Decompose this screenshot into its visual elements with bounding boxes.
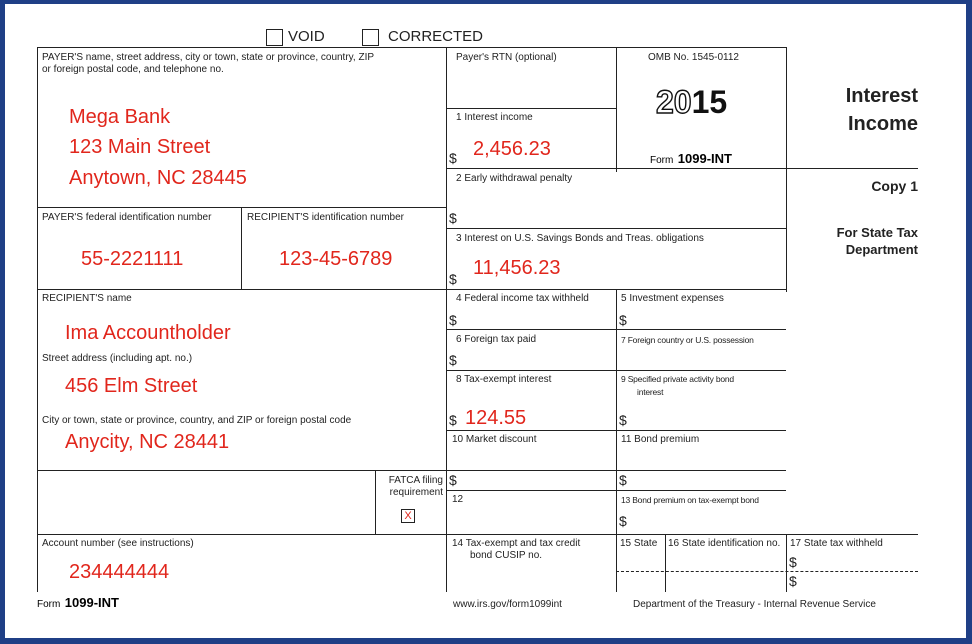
grid-h2 bbox=[446, 168, 786, 169]
form-1099-int bbox=[5, 4, 966, 638]
payer-tin-value: 55-2221111 bbox=[81, 248, 184, 270]
grid-col2a bbox=[616, 47, 617, 172]
tax-year-bold: 15 bbox=[691, 84, 728, 120]
box17-label: 17 State tax withheld bbox=[790, 538, 883, 549]
corrected-checkbox[interactable] bbox=[362, 29, 379, 46]
box13-dollar: $ bbox=[619, 513, 627, 529]
form-title-line1: Interest bbox=[845, 85, 918, 107]
recipient-street-label: Street address (including apt. no.) bbox=[42, 353, 193, 364]
fatca-label-2: requirement bbox=[389, 487, 443, 498]
footer-url: www.irs.gov/form1099int bbox=[453, 599, 562, 610]
box9-dollar: $ bbox=[619, 412, 627, 428]
footer-form-word: Form bbox=[37, 599, 61, 610]
grid-h7 bbox=[446, 370, 786, 371]
omb-label: OMB No. 1545-0112 bbox=[648, 52, 739, 63]
recipient-tin-label: RECIPIENT'S identification number bbox=[247, 212, 404, 223]
copy-desc-1: For State Tax bbox=[836, 225, 918, 240]
box3-value: 11,456.23 bbox=[473, 257, 561, 279]
footer-form-id: 1099-INT bbox=[64, 595, 119, 610]
grid-state-dash bbox=[616, 571, 918, 572]
box8-value: 124.55 bbox=[465, 407, 527, 429]
box14-label-2: bond CUSIP no. bbox=[470, 550, 543, 561]
payer-city: Anytown, NC 28445 bbox=[69, 167, 247, 189]
box6-label: 6 Foreign tax paid bbox=[456, 334, 537, 345]
payer-label-2: or foreign postal code, and telephone no. bbox=[42, 64, 224, 75]
box9-label-2: interest bbox=[637, 387, 664, 397]
box15-label: 15 State bbox=[620, 538, 658, 549]
box10-label: 10 Market discount bbox=[452, 434, 537, 445]
box4-label: 4 Federal income tax withheld bbox=[456, 293, 589, 304]
grid-left bbox=[37, 47, 38, 592]
grid-fatca-div bbox=[375, 470, 376, 534]
account-label: Account number (see instructions) bbox=[42, 538, 194, 549]
grid-h9 bbox=[37, 470, 786, 471]
recipient-city: Anycity, NC 28441 bbox=[65, 431, 230, 453]
box3-dollar: $ bbox=[449, 271, 457, 287]
recipient-street: 456 Elm Street bbox=[65, 375, 198, 397]
grid-h6 bbox=[446, 329, 786, 330]
tax-year bbox=[656, 85, 727, 119]
omb-form-name bbox=[650, 152, 732, 168]
grid-right-a bbox=[786, 47, 787, 292]
box10-dollar: $ bbox=[449, 472, 457, 488]
box8-dollar: $ bbox=[449, 412, 457, 428]
box14-label: 14 Tax-exempt and tax credit bbox=[452, 538, 581, 549]
box2-label: 2 Early withdrawal penalty bbox=[456, 173, 573, 184]
box1-label: 1 Interest income bbox=[456, 112, 533, 123]
box7-label: 7 Foreign country or U.S. possession bbox=[621, 335, 754, 345]
payer-tin-label: PAYER'S federal identification number bbox=[42, 212, 212, 223]
fatca-label bbox=[377, 475, 443, 499]
payer-label: PAYER'S name, street address, city or town, state or province, country, ZIP bbox=[42, 52, 375, 63]
payer-street: 123 Main Street bbox=[69, 136, 211, 158]
fatca-label-1: FATCA filing bbox=[388, 475, 443, 486]
box5-dollar: $ bbox=[619, 312, 627, 328]
grid-h4 bbox=[446, 228, 786, 229]
form-title bbox=[788, 82, 918, 138]
grid-h1 bbox=[446, 108, 616, 109]
recipient-name: Ima Accountholder bbox=[65, 322, 231, 344]
form-title-line2: Income bbox=[847, 113, 918, 135]
grid-tin-div bbox=[241, 207, 242, 289]
box13-label: 13 Bond premium on tax-exempt bond bbox=[621, 495, 759, 505]
box11-label: 11 Bond premium bbox=[621, 434, 700, 445]
grid-h8 bbox=[446, 430, 786, 431]
void-label: VOID bbox=[288, 28, 325, 45]
void-checkbox[interactable] bbox=[266, 29, 283, 46]
tax-year-outline: 20 bbox=[656, 84, 692, 120]
box1-value: 2,456.23 bbox=[473, 138, 551, 160]
account-value: 234444444 bbox=[69, 561, 170, 583]
recipient-name-label: RECIPIENT'S name bbox=[42, 293, 132, 304]
box9-label: 9 Specified private activity bond bbox=[621, 374, 734, 384]
grid-top bbox=[37, 47, 786, 48]
box16-label: 16 State identification no. bbox=[668, 538, 781, 549]
copy-description bbox=[788, 224, 918, 258]
grid-h10 bbox=[446, 490, 786, 491]
grid-col16 bbox=[665, 534, 666, 592]
copy-desc-2: Department bbox=[845, 242, 918, 257]
payer-name: Mega Bank bbox=[69, 106, 171, 128]
box8-label: 8 Tax-exempt interest bbox=[456, 374, 552, 385]
box11-dollar: $ bbox=[619, 472, 627, 488]
fatca-checkbox[interactable]: X bbox=[401, 509, 415, 523]
grid-right-b bbox=[786, 534, 787, 592]
box12-label: 12 bbox=[452, 494, 464, 505]
omb-form-id: 1099-INT bbox=[677, 151, 732, 166]
box2-dollar: $ bbox=[449, 210, 457, 226]
recipient-tin-value: 123-45-6789 bbox=[279, 248, 393, 270]
footer-dept: Department of the Treasury - Internal Revenue Service bbox=[633, 599, 876, 610]
footer-form-name bbox=[37, 596, 119, 612]
box17-dollar-1: $ bbox=[789, 554, 797, 570]
box6-dollar: $ bbox=[449, 352, 457, 368]
grid-col2b bbox=[616, 289, 617, 592]
box17-dollar-2: $ bbox=[789, 573, 797, 589]
rtn-label: Payer's RTN (optional) bbox=[456, 52, 557, 63]
box1-dollar: $ bbox=[449, 150, 457, 166]
box4-dollar: $ bbox=[449, 312, 457, 328]
copy-label: Copy 1 bbox=[871, 178, 918, 194]
box3-label: 3 Interest on U.S. Savings Bonds and Treas. obligations bbox=[456, 233, 704, 244]
corrected-label: CORRECTED bbox=[388, 28, 484, 45]
grid-h5 bbox=[37, 289, 786, 290]
recipient-city-label: City or town, state or province, country, and ZIP or foreign postal code bbox=[42, 415, 352, 426]
box5-label: 5 Investment expenses bbox=[621, 293, 724, 304]
omb-form-word: Form bbox=[650, 155, 674, 166]
grid-mid bbox=[446, 47, 447, 592]
grid-copy-top bbox=[786, 168, 918, 169]
